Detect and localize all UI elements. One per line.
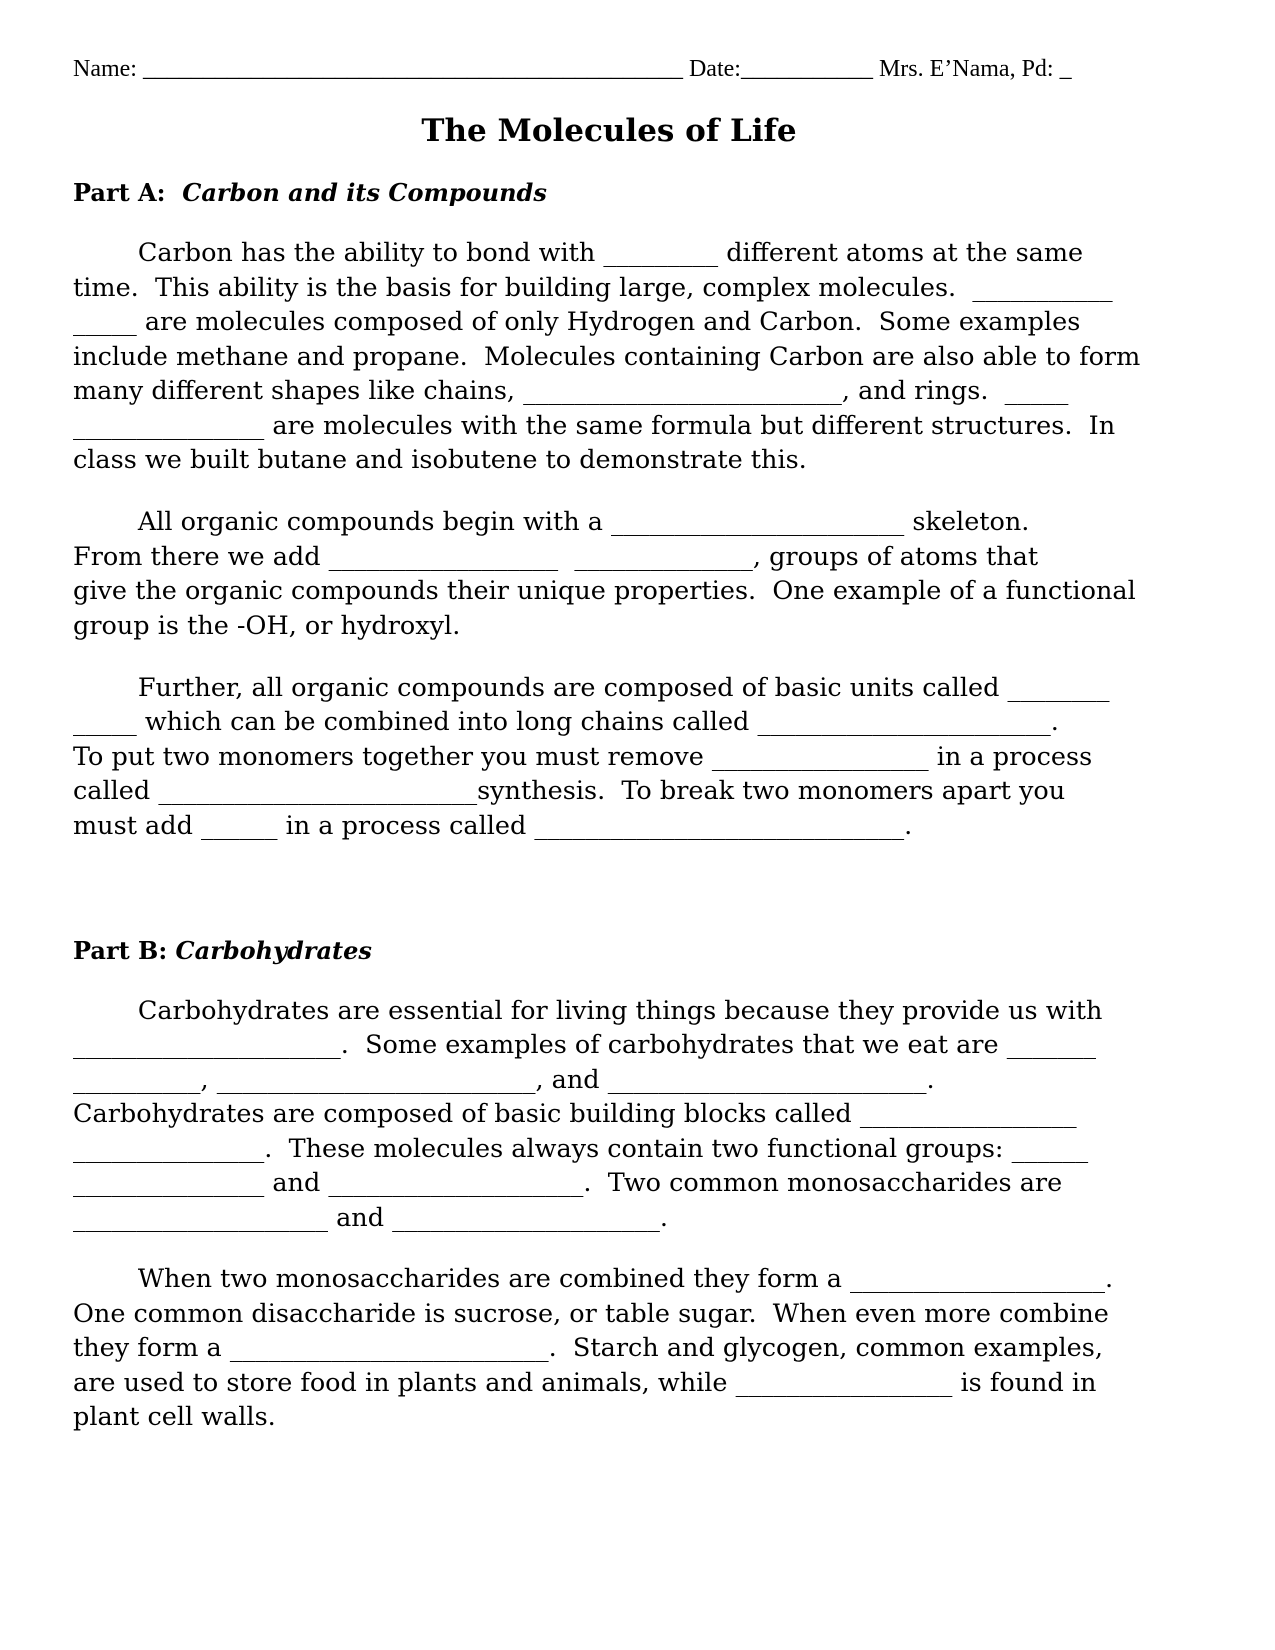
page-title: The Molecules of Life — [421, 113, 797, 149]
part-b-paragraph-1-line: Carbohydrates are composed of basic building blocks called _________________ — [73, 1099, 1077, 1129]
header-name-date-teacher-line: Name: _____________________________________________ Date:___________ Mrs. E’Nama, Pd: _ — [73, 56, 1072, 82]
part-b-paragraph-1-line: _______________. These molecules always contain two functional groups: ______ — [73, 1134, 1089, 1164]
part-a-heading — [73, 178, 547, 207]
part-b-paragraph-2-line: they form a _________________________. Starch and glycogen, common examples, — [73, 1333, 1103, 1363]
part-a-paragraph-1-line: many different shapes like chains, _________________________, and rings. _____ — [73, 376, 1069, 406]
part-a-paragraph-1-line: include methane and propane. Molecules containing Carbon are also able to form — [73, 342, 1141, 372]
part-b-paragraph-1-line: ____________________ and _____________________. — [73, 1203, 669, 1233]
part-a-paragraph-2-line: All organic compounds begin with a _______________________ skeleton. — [73, 507, 1030, 537]
part-b-paragraph-2-line: are used to store food in plants and animals, while _________________ is found in — [73, 1368, 1097, 1398]
part-a-paragraph-1-line: _______________ are molecules with the same formula but different structures. In — [73, 411, 1116, 441]
part-b-paragraph-2-line: plant cell walls. — [73, 1402, 276, 1432]
part-a-paragraph-3-line: called _________________________synthesis. To break two monomers apart you — [73, 776, 1066, 806]
part-a-paragraph-1-line: _____ are molecules composed of only Hydrogen and Carbon. Some examples — [73, 307, 1081, 337]
part-a-paragraph-3-line: must add ______ in a process called _____________________________. — [73, 811, 913, 841]
part-a-paragraph-1-line: Carbon has the ability to bond with _________ different atoms at the same — [73, 238, 1084, 268]
part-a-paragraph-2-line: group is the -OH, or hydroxyl. — [73, 611, 461, 641]
part-b-label: Part B: — [73, 936, 168, 965]
part-a-paragraph-2-line: give the organic compounds their unique properties. One example of a functional — [73, 576, 1136, 606]
part-a-paragraph-3-line: _____ which can be combined into long chains called _______________________. — [73, 707, 1059, 737]
part-b-heading — [73, 936, 372, 965]
part-b-paragraph-2-line: One common disaccharide is sucrose, or table sugar. When even more combine — [73, 1299, 1109, 1329]
part-b-paragraph-2-line: When two monosaccharides are combined they form a ____________________. — [73, 1264, 1114, 1294]
part-a-paragraph-3-line: To put two monomers together you must remove _________________ in a process — [73, 742, 1093, 772]
part-b-paragraph-1-line: __________, _________________________, and _________________________. — [73, 1065, 935, 1095]
part-b-paragraph-1-line: _______________ and ____________________. Two common monosaccharides are — [73, 1168, 1063, 1198]
part-a-label: Part A: — [73, 178, 166, 207]
part-b-subtitle: Carbohydrates — [175, 936, 372, 965]
part-b-paragraph-1-line: Carbohydrates are essential for living things because they provide us with — [73, 996, 1103, 1026]
part-b-paragraph-1-line: _____________________. Some examples of carbohydrates that we eat are _______ — [73, 1030, 1096, 1060]
part-a-subtitle: Carbon and its Compounds — [182, 178, 547, 207]
part-a-paragraph-1-line: class we built butane and isobutene to demonstrate this. — [73, 445, 807, 475]
part-a-paragraph-1-line: time. This ability is the basis for building large, complex molecules. ___________ — [73, 273, 1113, 303]
part-a-paragraph-3-line: Further, all organic compounds are composed of basic units called ________ — [73, 673, 1110, 703]
part-a-paragraph-2-line: From there we add __________________ ______________, groups of atoms that — [73, 542, 1039, 572]
